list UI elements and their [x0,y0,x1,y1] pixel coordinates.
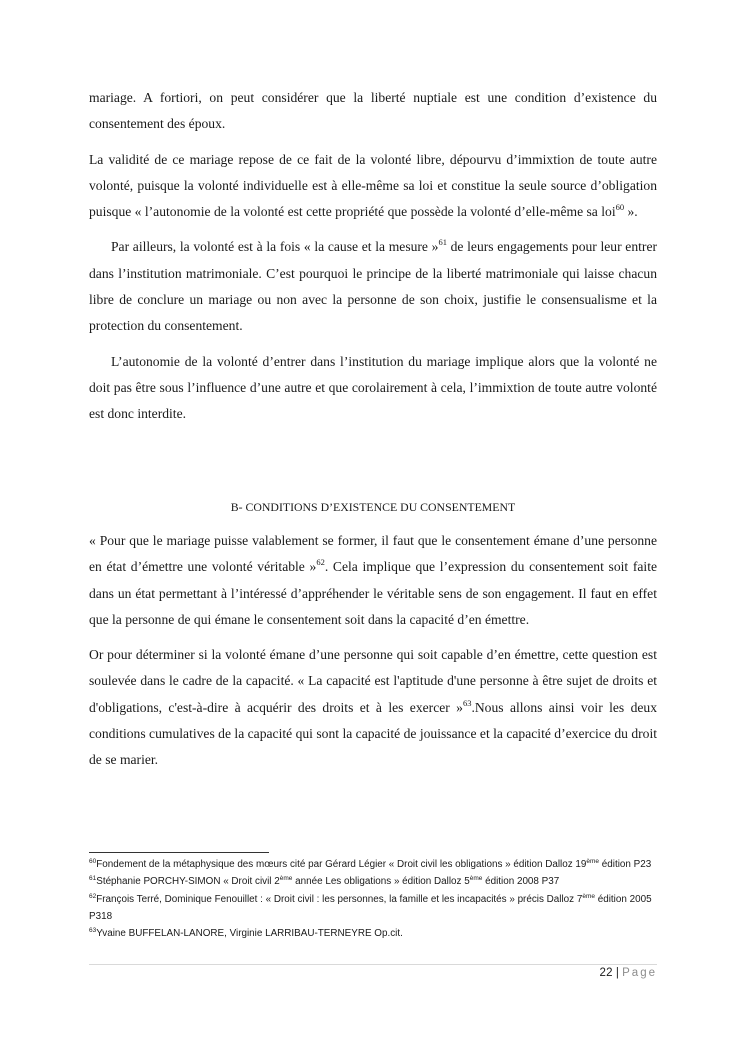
footnote-sup: ème [279,875,293,883]
paragraph-5 [89,528,657,633]
footnote-separator [89,852,269,853]
paragraph-2-text: La validité de ce mariage repose de ce fait de la volonté libre, dépourvu d’immixtion de toute autre volonté, puisque la volonté individuelle est à elle-même sa loi et constitue la seule source d’obligation puisque « l’autonomie de la volonté est cette propriété que possède la volonté d’elle-même sa loi [89,151,657,220]
paragraph-5-text: « Pour que le mariage puisse valablement se former, il faut que le consentement émane d’une personne en état d’émettre une volonté véritable » [89,533,657,575]
footnote-60 [89,856,661,873]
paragraph-5-end: . Cela implique que l’expression du consentement soit faite dans un état permettant à l’intéressé d’appréhender le véritable sens de son engagement. Il faut en effet que la personne de qui émane le consentement soit dans la capacité d’en émettre. [89,559,658,627]
section-heading: B- CONDITIONS D’EXISTENCE DU CONSENTEMENT [230,500,516,514]
footnote-61 [89,873,661,890]
footer-separator: | [615,967,620,979]
footnote-sup: ème [469,875,483,883]
footnote-sup: ème [586,858,600,865]
paragraph-2-end: ». [624,204,638,220]
page-footer [599,967,657,979]
paragraph-3-end: de leurs engagements pour leur entrer dans l’institution matrimoniale. C’est pourquoi le principe de la liberté matrimoniale qui laisse chacun libre de conclure un mariage ou non avec la personne de son choix, justifie le consensualisme et la protection du consentement. [89,239,657,334]
footnote-ref-60[interactable]: 60 [615,202,625,213]
body-text-top [89,85,657,428]
footnote-number: 63 [89,927,97,935]
footer-rule [89,964,657,965]
footnotes [89,856,661,942]
footnote-text: Fondement de la métaphysique des mœurs cité par Gérard Légier « Droit civil les obligations » édition Dalloz 19 [96,859,587,870]
footnote-text: Stéphanie PORCHY-SIMON « Droit civil 2 [96,876,280,888]
footnote-number: 62 [89,892,97,900]
footnote-text: année Les obligations » édition Dalloz 5 [292,876,470,888]
paragraph-6-end: .Nous allons ainsi voir les deux conditions cumulatives de la capacité qui sont la capacité de jouissance et la capacité d’exercice du droit de se marier. [89,699,657,768]
paragraph-1: mariage. A fortiori, on peut considérer que la liberté nuptiale est une condition d’existence du consentement des époux. [89,90,657,132]
body-text-bottom [89,528,657,774]
footnote-ref-62[interactable]: 62 [316,557,325,568]
paragraph-2 [89,147,657,226]
footnote-text: édition P23 [599,859,652,870]
paragraph-6-text: Or pour déterminer si la volonté émane d’une personne qui soit capable d’en émettre, cette question est soulevée dans le cadre de la capacité. « La capacité est l'aptitude d'une personne à être sujet de droits et d'obligations, c'est-à-dire à acquérir des droits et à les exercer » [89,647,657,715]
page-number: 22 [599,967,613,979]
footnote-number: 60 [89,858,97,865]
footnote-text: édition 2008 P37 [482,876,560,888]
footnote-sup: ème [582,892,595,900]
footnote-62 [89,891,661,926]
footnote-63 [89,925,661,942]
paragraph-3 [89,234,657,339]
paragraph-3-text: Par ailleurs, la volonté est à la fois « la cause et la mesure » [111,239,439,255]
footnote-text: édition 2005 P318 [89,893,652,922]
footnote-ref-61[interactable]: 61 [438,237,447,248]
footnote-ref-63[interactable]: 63 [462,697,472,708]
page-label: Page [622,967,657,979]
paragraph-6 [89,642,657,773]
paragraph-4: L’autonomie de la volonté d’entrer dans l’institution du mariage implique alors que la volonté ne doit pas être sous l’influence d’une autre et que corolairement à cela, l’immixtion de toute autre volonté est donc interdite. [89,353,657,422]
footnote-number: 61 [89,875,97,883]
footnote-text: Yvaine BUFFELAN-LANORE, Virginie LARRIBAU-TERNEYRE Op.cit. [96,928,403,940]
footnote-text: François Terré, Dominique Fenouillet : « Droit civil : les personnes, la famille et les incapacités » précis Dalloz 7 [96,893,583,905]
